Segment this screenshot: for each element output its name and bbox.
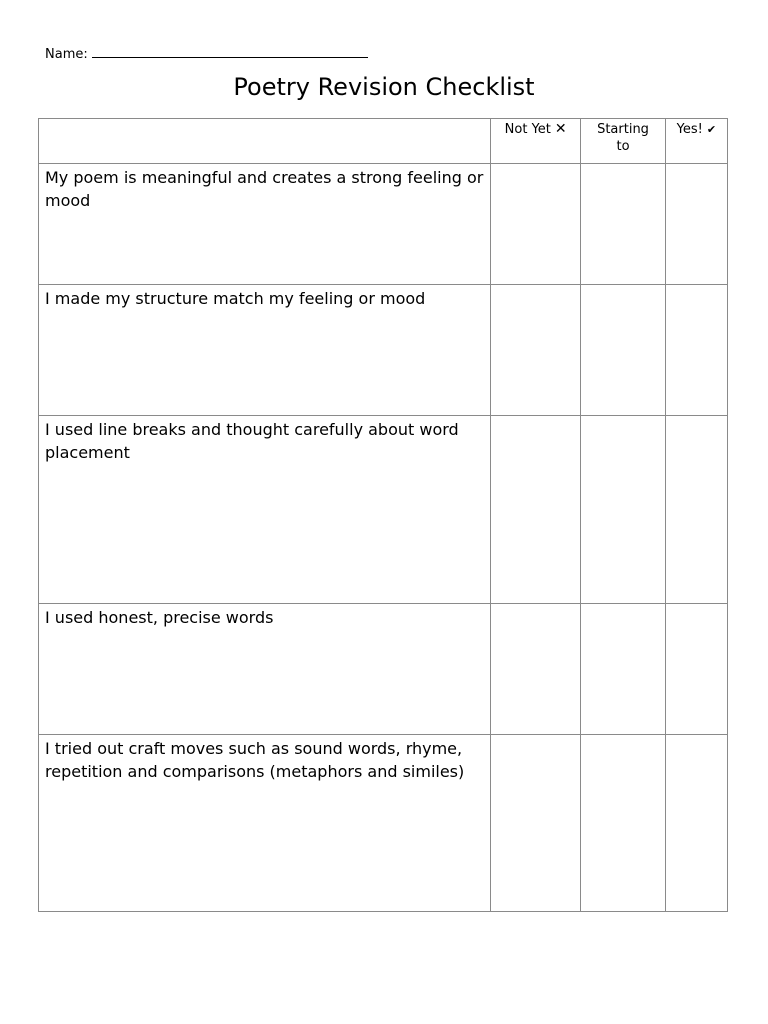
x-mark-icon: ✕ [554, 121, 567, 137]
starting-to-label: Starting to [597, 122, 649, 154]
starting-to-checkbox-cell[interactable] [581, 735, 665, 912]
yes-checkbox-cell[interactable] [665, 604, 727, 735]
criterion-cell: I used line breaks and thought carefully about word placement [39, 416, 491, 604]
yes-label: Yes! [676, 122, 703, 137]
starting-to-checkbox-cell[interactable] [581, 604, 665, 735]
table-row [39, 735, 728, 912]
criterion-cell: My poem is meaningful and creates a strong feeling or mood [39, 164, 491, 285]
not-yet-checkbox-cell[interactable] [490, 416, 580, 604]
page-title: Poetry Revision Checklist [233, 73, 535, 101]
table-row [39, 416, 728, 604]
check-mark-icon: ✔ [706, 123, 717, 136]
yes-checkbox-cell[interactable] [665, 285, 727, 416]
starting-to-header [581, 119, 665, 164]
table-row [39, 164, 728, 285]
not-yet-checkbox-cell[interactable] [490, 735, 580, 912]
yes-checkbox-cell[interactable] [665, 735, 727, 912]
name-field[interactable] [45, 45, 368, 62]
yes-header [665, 119, 727, 164]
not-yet-checkbox-cell[interactable] [490, 285, 580, 416]
header-row [39, 119, 728, 164]
table-row [39, 604, 728, 735]
criteria-header-cell [39, 119, 491, 164]
table-row [39, 285, 728, 416]
name-blank-line[interactable] [92, 45, 368, 58]
not-yet-checkbox-cell[interactable] [490, 164, 580, 285]
name-label: Name: [45, 47, 88, 62]
revision-checklist-table [38, 118, 728, 912]
yes-checkbox-cell[interactable] [665, 416, 727, 604]
not-yet-header [490, 119, 580, 164]
not-yet-label: Not Yet [504, 122, 551, 137]
not-yet-checkbox-cell[interactable] [490, 604, 580, 735]
criterion-cell: I made my structure match my feeling or mood [39, 285, 491, 416]
yes-checkbox-cell[interactable] [665, 164, 727, 285]
starting-to-checkbox-cell[interactable] [581, 416, 665, 604]
criterion-cell: I tried out craft moves such as sound words, rhyme, repetition and comparisons (metaphors and similes) [39, 735, 491, 912]
starting-to-checkbox-cell[interactable] [581, 164, 665, 285]
criterion-cell: I used honest, precise words [39, 604, 491, 735]
starting-to-checkbox-cell[interactable] [581, 285, 665, 416]
